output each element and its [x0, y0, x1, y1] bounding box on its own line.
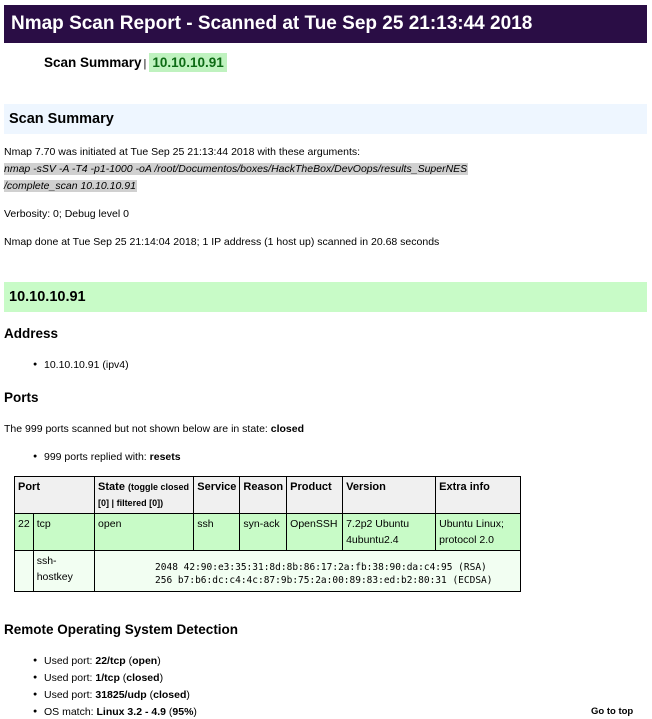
list-item: ● Used port: 31825/udp (closed) — [34, 689, 190, 701]
script-name: ssh-hostkey — [33, 551, 94, 592]
scan-command-line-1: nmap -sSV -A -T4 -p1-1000 -oA /root/Documentos/boxes/HackTheBox/DevOops/results_SuperNES — [4, 163, 468, 175]
host-heading-text: 10.10.10.91 — [9, 289, 86, 305]
cell-protocol: tcp — [33, 514, 94, 551]
verbosity-text: Verbosity: 0; Debug level 0 — [4, 208, 129, 220]
top-nav — [44, 55, 227, 70]
script-row — [15, 551, 521, 592]
col-header-reason: Reason — [240, 477, 287, 514]
ports-table — [14, 476, 521, 592]
cell-state: open — [95, 514, 194, 551]
scan-command-line-2: /complete_scan 10.10.10.91 — [4, 180, 136, 192]
nav-scan-summary-link[interactable]: Scan Summary — [44, 55, 142, 70]
nav-separator: | — [143, 58, 147, 70]
report-title: Nmap Scan Report - Scanned at Tue Sep 25 21:13:44 2018 — [11, 13, 533, 34]
list-item: ● Used port: 1/tcp (closed) — [34, 672, 163, 684]
report-title-bar — [4, 5, 647, 43]
script-spacer-cell — [15, 551, 34, 592]
scan-done-text: Nmap done at Tue Sep 25 21:14:04 2018; 1 IP address (1 host up) scanned in 20.68 seconds — [4, 236, 440, 248]
scan-summary-heading — [4, 104, 647, 134]
list-item: ● OS match: Linux 3.2 - 4.9 (95%) — [34, 706, 197, 718]
cell-extra-info: Ubuntu Linux; protocol 2.0 — [436, 514, 521, 551]
cell-port: 22 — [15, 514, 34, 551]
ports-intro: The 999 ports scanned but not shown below are in state: closed — [4, 423, 305, 435]
cell-service: ssh — [194, 514, 240, 551]
ssh-hostkey-output: 2048 42:90:e3:35:31:8d:8b:86:17:2a:fb:38:90:da:c4:95 (RSA) 256 b7:b6:dc:c4:4c:87:9b:75:2a:00:89:83:ed:b2:80:31 (ECDSA) — [155, 562, 493, 586]
nav-host-link[interactable]: 10.10.10.91 — [149, 53, 226, 72]
scan-intro: Nmap 7.70 was initiated at Tue Sep 25 21:13:44 2018 with these arguments: — [4, 146, 361, 158]
cell-version: 7.2p2 Ubuntu 4ubuntu2.4 — [343, 514, 436, 551]
list-item: ● Used port: 22/tcp (open) — [34, 655, 161, 667]
col-header-state: State (toggle closed [0] | filtered [0]) — [95, 477, 194, 514]
address-list-item: ● 10.10.10.91 (ipv4) — [34, 359, 129, 371]
toggle-closed-filtered-link[interactable]: (toggle closed [0] | filtered [0]) — [98, 482, 190, 508]
cell-reason: syn-ack — [240, 514, 287, 551]
col-header-extra-info: Extra info — [436, 477, 521, 514]
col-header-port: Port — [15, 477, 95, 514]
table-row — [15, 514, 521, 551]
ports-heading: Ports — [4, 390, 39, 405]
col-header-version: Version — [343, 477, 436, 514]
ports-table-header-row — [15, 477, 521, 514]
go-to-top-link[interactable]: Go to top — [591, 706, 634, 717]
host-heading — [4, 282, 647, 312]
script-output-cell — [95, 551, 521, 592]
os-detection-heading: Remote Operating System Detection — [4, 622, 239, 637]
scan-summary-heading-text: Scan Summary — [9, 111, 114, 127]
ports-replied-item: ● 999 ports replied with: resets — [34, 451, 181, 463]
col-header-product: Product — [287, 477, 343, 514]
col-header-service: Service — [194, 477, 240, 514]
cell-product: OpenSSH — [287, 514, 343, 551]
address-heading: Address — [4, 326, 59, 341]
